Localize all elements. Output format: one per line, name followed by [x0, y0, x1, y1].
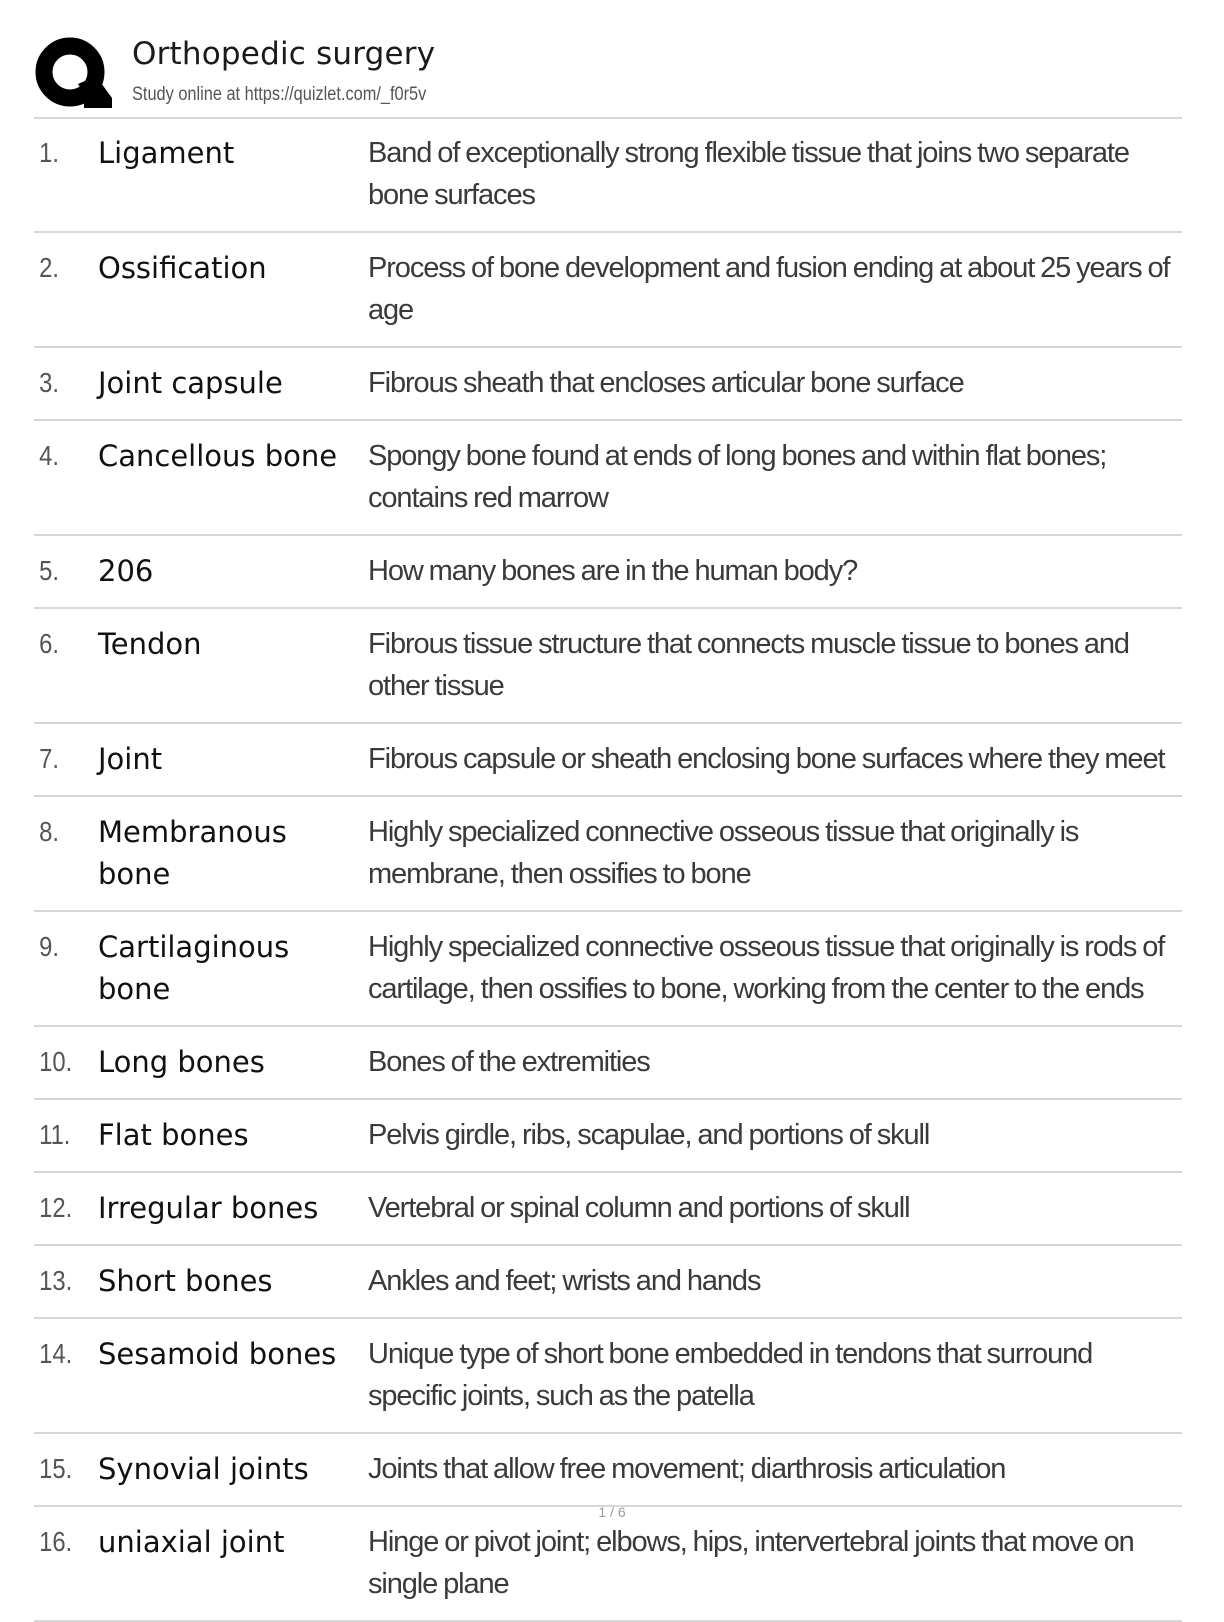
- card-term: Short bones: [98, 1264, 273, 1298]
- card-definition: Fibrous sheath that encloses articular bone surface: [368, 367, 964, 399]
- card-term: Membranous bone: [98, 815, 287, 891]
- card-number: 2.: [39, 252, 59, 283]
- card-definition: Vertebral or spinal column and portions of skull: [368, 1192, 910, 1224]
- document-header: [34, 34, 1184, 114]
- card-definition: Spongy bone found at ends of long bones and within flat bones; contains red marrow: [368, 440, 1107, 514]
- page-title: Orthopedic surgery: [132, 36, 436, 72]
- card-term: Ligament: [98, 136, 235, 170]
- card-number: 7.: [39, 743, 59, 774]
- card-definition: Highly specialized connective osseous tissue that originally is rods of cartilage, then ossifies to bone, working from the center to the ends: [368, 931, 1165, 1005]
- card-definition: Fibrous tissue structure that connects muscle tissue to bones and other tissue: [368, 628, 1129, 702]
- flashcard-row: [34, 724, 1182, 797]
- card-number: 15.: [39, 1453, 73, 1484]
- flashcard-row: [34, 1507, 1182, 1622]
- card-definition: Band of exceptionally strong flexible tissue that joins two separate bone surfaces: [368, 137, 1129, 211]
- page-number: 1 / 6: [598, 1504, 626, 1520]
- card-definition: Hinge or pivot joint; elbows, hips, intervertebral joints that move on single plane: [368, 1526, 1134, 1600]
- flashcard-row: [34, 536, 1182, 609]
- study-online-link[interactable]: Study online at https://quizlet.com/_f0r5v: [132, 84, 427, 105]
- flashcard-row: [34, 421, 1182, 536]
- flashcard-row: [34, 1173, 1182, 1246]
- card-term: Cancellous bone: [98, 439, 338, 473]
- card-definition: Fibrous capsule or sheath enclosing bone surfaces where they meet: [368, 743, 1165, 775]
- flashcard-row: [34, 1027, 1182, 1100]
- quizlet-q-logo-icon: [34, 36, 112, 110]
- card-number: 6.: [39, 628, 59, 659]
- card-term: uniaxial joint: [98, 1525, 285, 1559]
- card-term: Joint capsule: [98, 366, 283, 400]
- card-term: 206: [98, 554, 154, 588]
- card-number: 4.: [39, 440, 59, 471]
- flashcard-row: [34, 118, 1182, 233]
- card-definition: Bones of the extremities: [368, 1046, 650, 1078]
- card-term: Cartilaginous bone: [98, 930, 290, 1006]
- card-definition: Unique type of short bone embedded in tendons that surround specific joints, such as the patella: [368, 1338, 1093, 1412]
- card-number: 14.: [39, 1338, 73, 1369]
- card-term: Irregular bones: [98, 1191, 319, 1225]
- flashcard-row: [34, 1319, 1182, 1434]
- card-number: 3.: [39, 367, 59, 398]
- card-definition: Ankles and feet; wrists and hands: [368, 1265, 761, 1297]
- flashcard-row: [34, 912, 1182, 1027]
- flashcard-row: [34, 1100, 1182, 1173]
- card-term: Tendon: [98, 627, 202, 661]
- flashcard-row: [34, 1434, 1182, 1507]
- card-term: Joint: [98, 742, 163, 776]
- flashcard-row: [34, 233, 1182, 348]
- card-definition: How many bones are in the human body?: [368, 555, 858, 587]
- card-term: Sesamoid bones: [98, 1337, 337, 1371]
- card-term: Ossification: [98, 251, 267, 285]
- card-number: 12.: [39, 1192, 73, 1223]
- card-number: 11.: [39, 1119, 71, 1150]
- card-number: 1.: [39, 137, 59, 168]
- card-definition: Joints that allow free movement; diarthrosis articulation: [368, 1453, 1006, 1485]
- flashcard-row: [34, 609, 1182, 724]
- card-number: 8.: [39, 816, 59, 847]
- card-term: Flat bones: [98, 1118, 249, 1152]
- card-definition: Process of bone development and fusion ending at about 25 years of age: [368, 252, 1170, 326]
- flashcard-row: [34, 797, 1182, 912]
- card-term: Long bones: [98, 1045, 265, 1079]
- card-number: 5.: [39, 555, 59, 586]
- flashcard-row: [34, 1246, 1182, 1319]
- flashcard-row: [34, 348, 1182, 421]
- card-definition: Highly specialized connective osseous tissue that originally is membrane, then ossifies to bone: [368, 816, 1079, 890]
- card-definition: Pelvis girdle, ribs, scapulae, and portions of skull: [368, 1119, 930, 1151]
- card-number: 10.: [39, 1046, 73, 1077]
- card-number: 9.: [39, 931, 59, 962]
- card-number: 16.: [39, 1526, 73, 1557]
- flashcard-list: [34, 118, 1182, 1622]
- card-number: 13.: [39, 1265, 73, 1296]
- card-term: Synovial joints: [98, 1452, 309, 1486]
